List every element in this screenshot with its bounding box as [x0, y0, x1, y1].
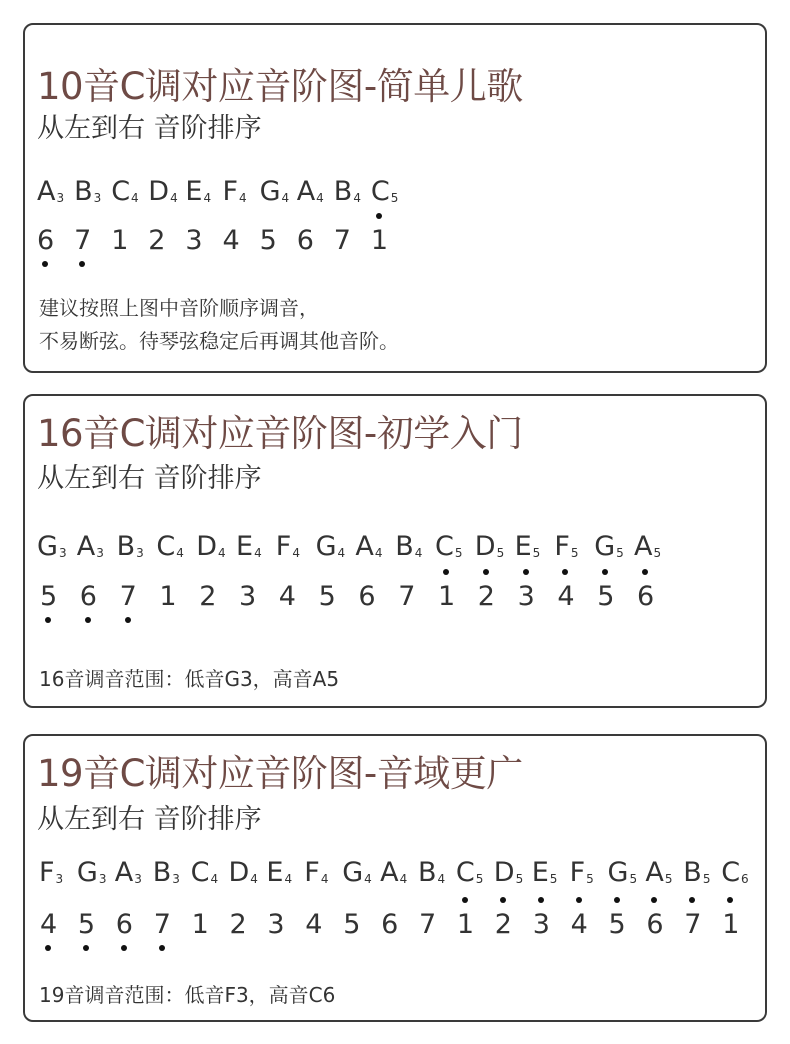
scale-digit: 1 — [456, 909, 475, 940]
scale-digit: 3 — [532, 909, 550, 940]
note-letter: $G_3$ — [76, 857, 107, 888]
note-letter: $F_3$ — [39, 857, 64, 888]
note-name — [395, 532, 435, 568]
scale-digit: 3 — [267, 909, 285, 940]
octave-dot-above — [614, 897, 620, 903]
note-letter: $A_5$ — [645, 857, 673, 888]
note-name — [418, 858, 458, 894]
card-subtitle: 从左到右 音阶排序 — [37, 463, 262, 494]
note-octave: 5 — [532, 546, 541, 560]
scale-digit: 4 — [570, 909, 588, 940]
octave-dot-below — [45, 945, 51, 951]
note-octave: 3 — [93, 191, 102, 205]
scale-digit: 6 — [37, 225, 55, 256]
note-letter: $B_4$ — [333, 176, 361, 207]
octave-dot-above — [576, 897, 582, 903]
octave-dot-above — [376, 213, 382, 219]
note-name — [645, 858, 685, 894]
note-name — [494, 858, 534, 894]
octave-dot-above — [483, 569, 489, 575]
note-names-row — [25, 858, 765, 894]
note-name — [304, 858, 344, 894]
octave-dot-below — [85, 617, 91, 623]
scale-digit: 2 — [148, 225, 166, 256]
note-name — [115, 858, 155, 894]
note-name — [266, 858, 306, 894]
note-letter: $G_4$ — [259, 176, 290, 207]
scale-digit: 2 — [494, 909, 512, 940]
octave-dot-below — [79, 261, 85, 267]
note-name — [191, 858, 231, 894]
scale-digit: 4 — [557, 581, 575, 612]
note-letter: $B_4$ — [395, 531, 423, 562]
note-octave: 5 — [515, 872, 524, 886]
note-letter: $D_5$ — [493, 857, 524, 888]
note-name — [355, 532, 395, 568]
note-name — [456, 858, 496, 894]
scale-digit: 5 — [318, 581, 336, 612]
note-octave: 3 — [98, 872, 107, 886]
note-letter: $A_3$ — [76, 531, 104, 562]
note-octave: 4 — [374, 546, 383, 560]
scale-digit: 1 — [191, 909, 209, 940]
note-name — [570, 858, 610, 894]
scale-digit: 6 — [296, 225, 314, 256]
octave-dot-above — [562, 569, 568, 575]
scale-digit: 4 — [278, 581, 296, 612]
scale-digit: 6 — [115, 909, 133, 940]
note-letter: $D_4$ — [148, 176, 178, 207]
note-octave: 5 — [586, 872, 594, 886]
octave-dot-above — [523, 569, 529, 575]
scale-digit: 6 — [637, 581, 655, 612]
note-octave: 5 — [653, 546, 662, 560]
note-name — [37, 532, 77, 568]
note-letter: $E_4$ — [236, 531, 262, 562]
octave-dot-below — [45, 617, 51, 623]
scale-numbers-row — [25, 910, 765, 946]
note-letter: $D_4$ — [196, 531, 226, 562]
scale-digit: 3 — [239, 581, 257, 612]
card-16-tone — [23, 394, 767, 708]
scale-digit: 5 — [40, 581, 58, 612]
note-octave: 4 — [250, 872, 258, 886]
note-octave: 4 — [399, 872, 408, 886]
note-octave: 4 — [217, 546, 226, 560]
octave-dot-above — [602, 569, 608, 575]
note-letter: $G_5$ — [594, 531, 624, 562]
scale-digit: 5 — [608, 909, 626, 940]
note-octave: 3 — [55, 872, 64, 886]
card-19-tone — [23, 734, 767, 1022]
octave-dot-below — [125, 617, 131, 623]
note-name — [435, 532, 475, 568]
note-letter: $G_3$ — [37, 531, 67, 562]
note-name — [594, 532, 634, 568]
note-name — [634, 532, 674, 568]
scale-digit: 7 — [333, 225, 351, 256]
note-name — [260, 177, 300, 213]
scale-digit: 2 — [229, 909, 247, 940]
note-octave: 5 — [496, 546, 505, 560]
note-octave: 6 — [741, 872, 749, 886]
note-octave: 4 — [414, 546, 423, 560]
scale-digit: 2 — [477, 581, 495, 612]
octave-dot-above — [462, 897, 468, 903]
note-name — [721, 858, 761, 894]
note-octave: 4 — [170, 191, 178, 205]
note-name — [223, 177, 263, 213]
note-name — [117, 532, 157, 568]
scale-digit: 7 — [74, 225, 92, 256]
note-octave: 5 — [454, 546, 463, 560]
scale-digit: 4 — [222, 225, 240, 256]
note-letter: $B_4$ — [418, 857, 446, 888]
note-letter: $E_4$ — [266, 857, 293, 888]
note-letter: $B_5$ — [683, 857, 711, 888]
scale-digit: 5 — [77, 909, 96, 940]
note-octave: 4 — [239, 191, 247, 205]
note-name — [156, 532, 196, 568]
note-name — [77, 532, 117, 568]
note-octave: 4 — [284, 872, 293, 886]
note-name — [185, 177, 225, 213]
note-name — [196, 532, 236, 568]
note-letter: $C_6$ — [721, 857, 749, 888]
card-10-tone — [23, 23, 767, 373]
note-name — [515, 532, 555, 568]
octave-dot-above — [500, 897, 506, 903]
note-letter: $F_5$ — [569, 857, 594, 888]
scale-digit: 1 — [722, 909, 740, 940]
note-octave: 4 — [364, 872, 372, 886]
note-octave: 4 — [131, 191, 139, 205]
note-octave: 3 — [172, 872, 180, 886]
octave-dot-below — [159, 945, 165, 951]
note-letter: $D_5$ — [474, 531, 505, 562]
note-letter: $A_3$ — [37, 176, 65, 207]
card-title: 10音C调对应音阶图-简单儿歌 — [37, 65, 523, 108]
scale-digit: 7 — [119, 581, 137, 612]
note-octave: 3 — [56, 191, 65, 205]
note-octave: 5 — [664, 872, 673, 886]
note-letter: $C_4$ — [156, 531, 184, 562]
note-name — [334, 177, 374, 213]
card-note-line-1: 19音调音范围：低音F3，高音C6 — [39, 983, 336, 1007]
note-letter: $C_5$ — [370, 176, 399, 207]
note-name — [683, 858, 723, 894]
note-letter: $G_5$ — [607, 857, 638, 888]
scale-digit: 1 — [438, 581, 456, 612]
note-name — [39, 858, 79, 894]
scale-digit: 6 — [358, 581, 376, 612]
scale-digit: 5 — [343, 909, 361, 940]
scale-digit: 6 — [381, 909, 399, 940]
note-names-row — [25, 532, 765, 568]
note-octave: 4 — [320, 872, 329, 886]
octave-dot-below — [121, 945, 127, 951]
note-octave: 4 — [437, 872, 446, 886]
note-letter: $B_3$ — [74, 176, 102, 207]
card-title: 19音C调对应音阶图-音域更广 — [37, 752, 523, 795]
note-letter: $G_4$ — [342, 857, 372, 888]
note-octave: 5 — [549, 872, 558, 886]
note-name — [475, 532, 515, 568]
note-octave: 4 — [254, 546, 262, 560]
note-letter: $A_4$ — [296, 176, 324, 207]
card-note-line-2: 不易断弦。待琴弦稳定后再调其他音阶。 — [39, 329, 399, 353]
note-octave: 5 — [390, 191, 399, 205]
note-letter: $B_3$ — [116, 531, 144, 562]
note-letter: $C_5$ — [435, 531, 463, 562]
note-octave: 5 — [629, 872, 638, 886]
scale-numbers-row — [25, 582, 765, 618]
note-octave: 5 — [702, 872, 711, 886]
note-octave: 4 — [203, 191, 212, 205]
note-letter: $A_4$ — [380, 857, 408, 888]
card-note-line-1: 16音调音范围：低音G3，高音A5 — [39, 667, 340, 691]
note-octave: 3 — [58, 546, 67, 560]
note-octave: 4 — [281, 191, 290, 205]
note-name — [229, 858, 269, 894]
scale-digit: 3 — [185, 225, 203, 256]
note-name — [148, 177, 188, 213]
scale-digit: 6 — [79, 581, 97, 612]
note-letter: $A_3$ — [114, 857, 142, 888]
octave-dot-below — [83, 945, 89, 951]
scale-numbers-row — [25, 226, 765, 262]
octave-dot-above — [443, 569, 449, 575]
note-letter: $F_4$ — [304, 857, 329, 888]
note-name — [111, 177, 151, 213]
note-octave: 4 — [210, 872, 219, 886]
note-name — [77, 858, 117, 894]
note-octave: 3 — [136, 546, 144, 560]
note-octave: 4 — [316, 191, 324, 205]
octave-dot-above — [651, 897, 657, 903]
octave-dot-above — [689, 897, 695, 903]
note-letter: $E_5$ — [531, 857, 558, 888]
scale-digit: 4 — [305, 909, 323, 940]
scale-digit: 6 — [646, 909, 664, 940]
octave-dot-above — [642, 569, 648, 575]
note-octave: 5 — [475, 872, 484, 886]
scale-digit: 7 — [398, 581, 416, 612]
note-letter: $E_5$ — [514, 531, 541, 562]
note-octave: 4 — [337, 546, 346, 560]
note-name — [608, 858, 648, 894]
note-name — [297, 177, 337, 213]
card-subtitle: 从左到右 音阶排序 — [37, 113, 262, 144]
note-name — [554, 532, 594, 568]
note-octave: 4 — [353, 191, 361, 205]
scale-digit: 2 — [199, 581, 217, 612]
note-letter: $C_5$ — [455, 857, 484, 888]
note-name — [153, 858, 193, 894]
card-subtitle: 从左到右 音阶排序 — [37, 804, 262, 835]
note-letter: $E_4$ — [185, 176, 212, 207]
note-name — [236, 532, 276, 568]
note-name — [276, 532, 316, 568]
scale-digit: 1 — [159, 581, 177, 612]
note-name — [371, 177, 411, 213]
scale-digit: 3 — [517, 581, 535, 612]
note-name — [74, 177, 114, 213]
scale-digit: 7 — [419, 909, 437, 940]
octave-dot-below — [42, 261, 48, 267]
note-letter: $F_5$ — [554, 531, 579, 562]
note-names-row — [25, 177, 765, 213]
note-octave: 4 — [292, 546, 300, 560]
octave-dot-above — [538, 897, 544, 903]
note-octave: 3 — [96, 546, 104, 560]
note-name — [316, 532, 356, 568]
note-octave: 5 — [616, 546, 624, 560]
note-letter: $G_4$ — [315, 531, 346, 562]
scale-digit: 7 — [684, 909, 702, 940]
note-octave: 4 — [176, 546, 184, 560]
scale-digit: 7 — [153, 909, 171, 940]
scale-digit: 1 — [111, 225, 129, 256]
octave-dot-above — [727, 897, 733, 903]
note-letter: $C_4$ — [190, 857, 219, 888]
note-letter: $B_3$ — [152, 857, 180, 888]
note-octave: 5 — [570, 546, 579, 560]
note-letter: $F_4$ — [222, 176, 247, 207]
card-title: 16音C调对应音阶图-初学入门 — [37, 412, 523, 455]
note-octave: 3 — [134, 872, 142, 886]
scale-digit: 5 — [597, 581, 615, 612]
scale-digit: 4 — [40, 909, 58, 940]
note-letter: $D_4$ — [228, 857, 258, 888]
note-letter: $A_5$ — [634, 531, 662, 562]
note-letter: $C_4$ — [111, 176, 139, 207]
note-name — [532, 858, 572, 894]
note-letter: $F_4$ — [275, 531, 300, 562]
note-letter: $A_4$ — [355, 531, 383, 562]
scale-digit: 5 — [259, 225, 277, 256]
note-name — [342, 858, 382, 894]
note-name — [37, 177, 77, 213]
note-name — [380, 858, 420, 894]
card-note-line-1: 建议按照上图中音阶顺序调音， — [39, 296, 319, 320]
scale-digit: 1 — [370, 225, 389, 256]
